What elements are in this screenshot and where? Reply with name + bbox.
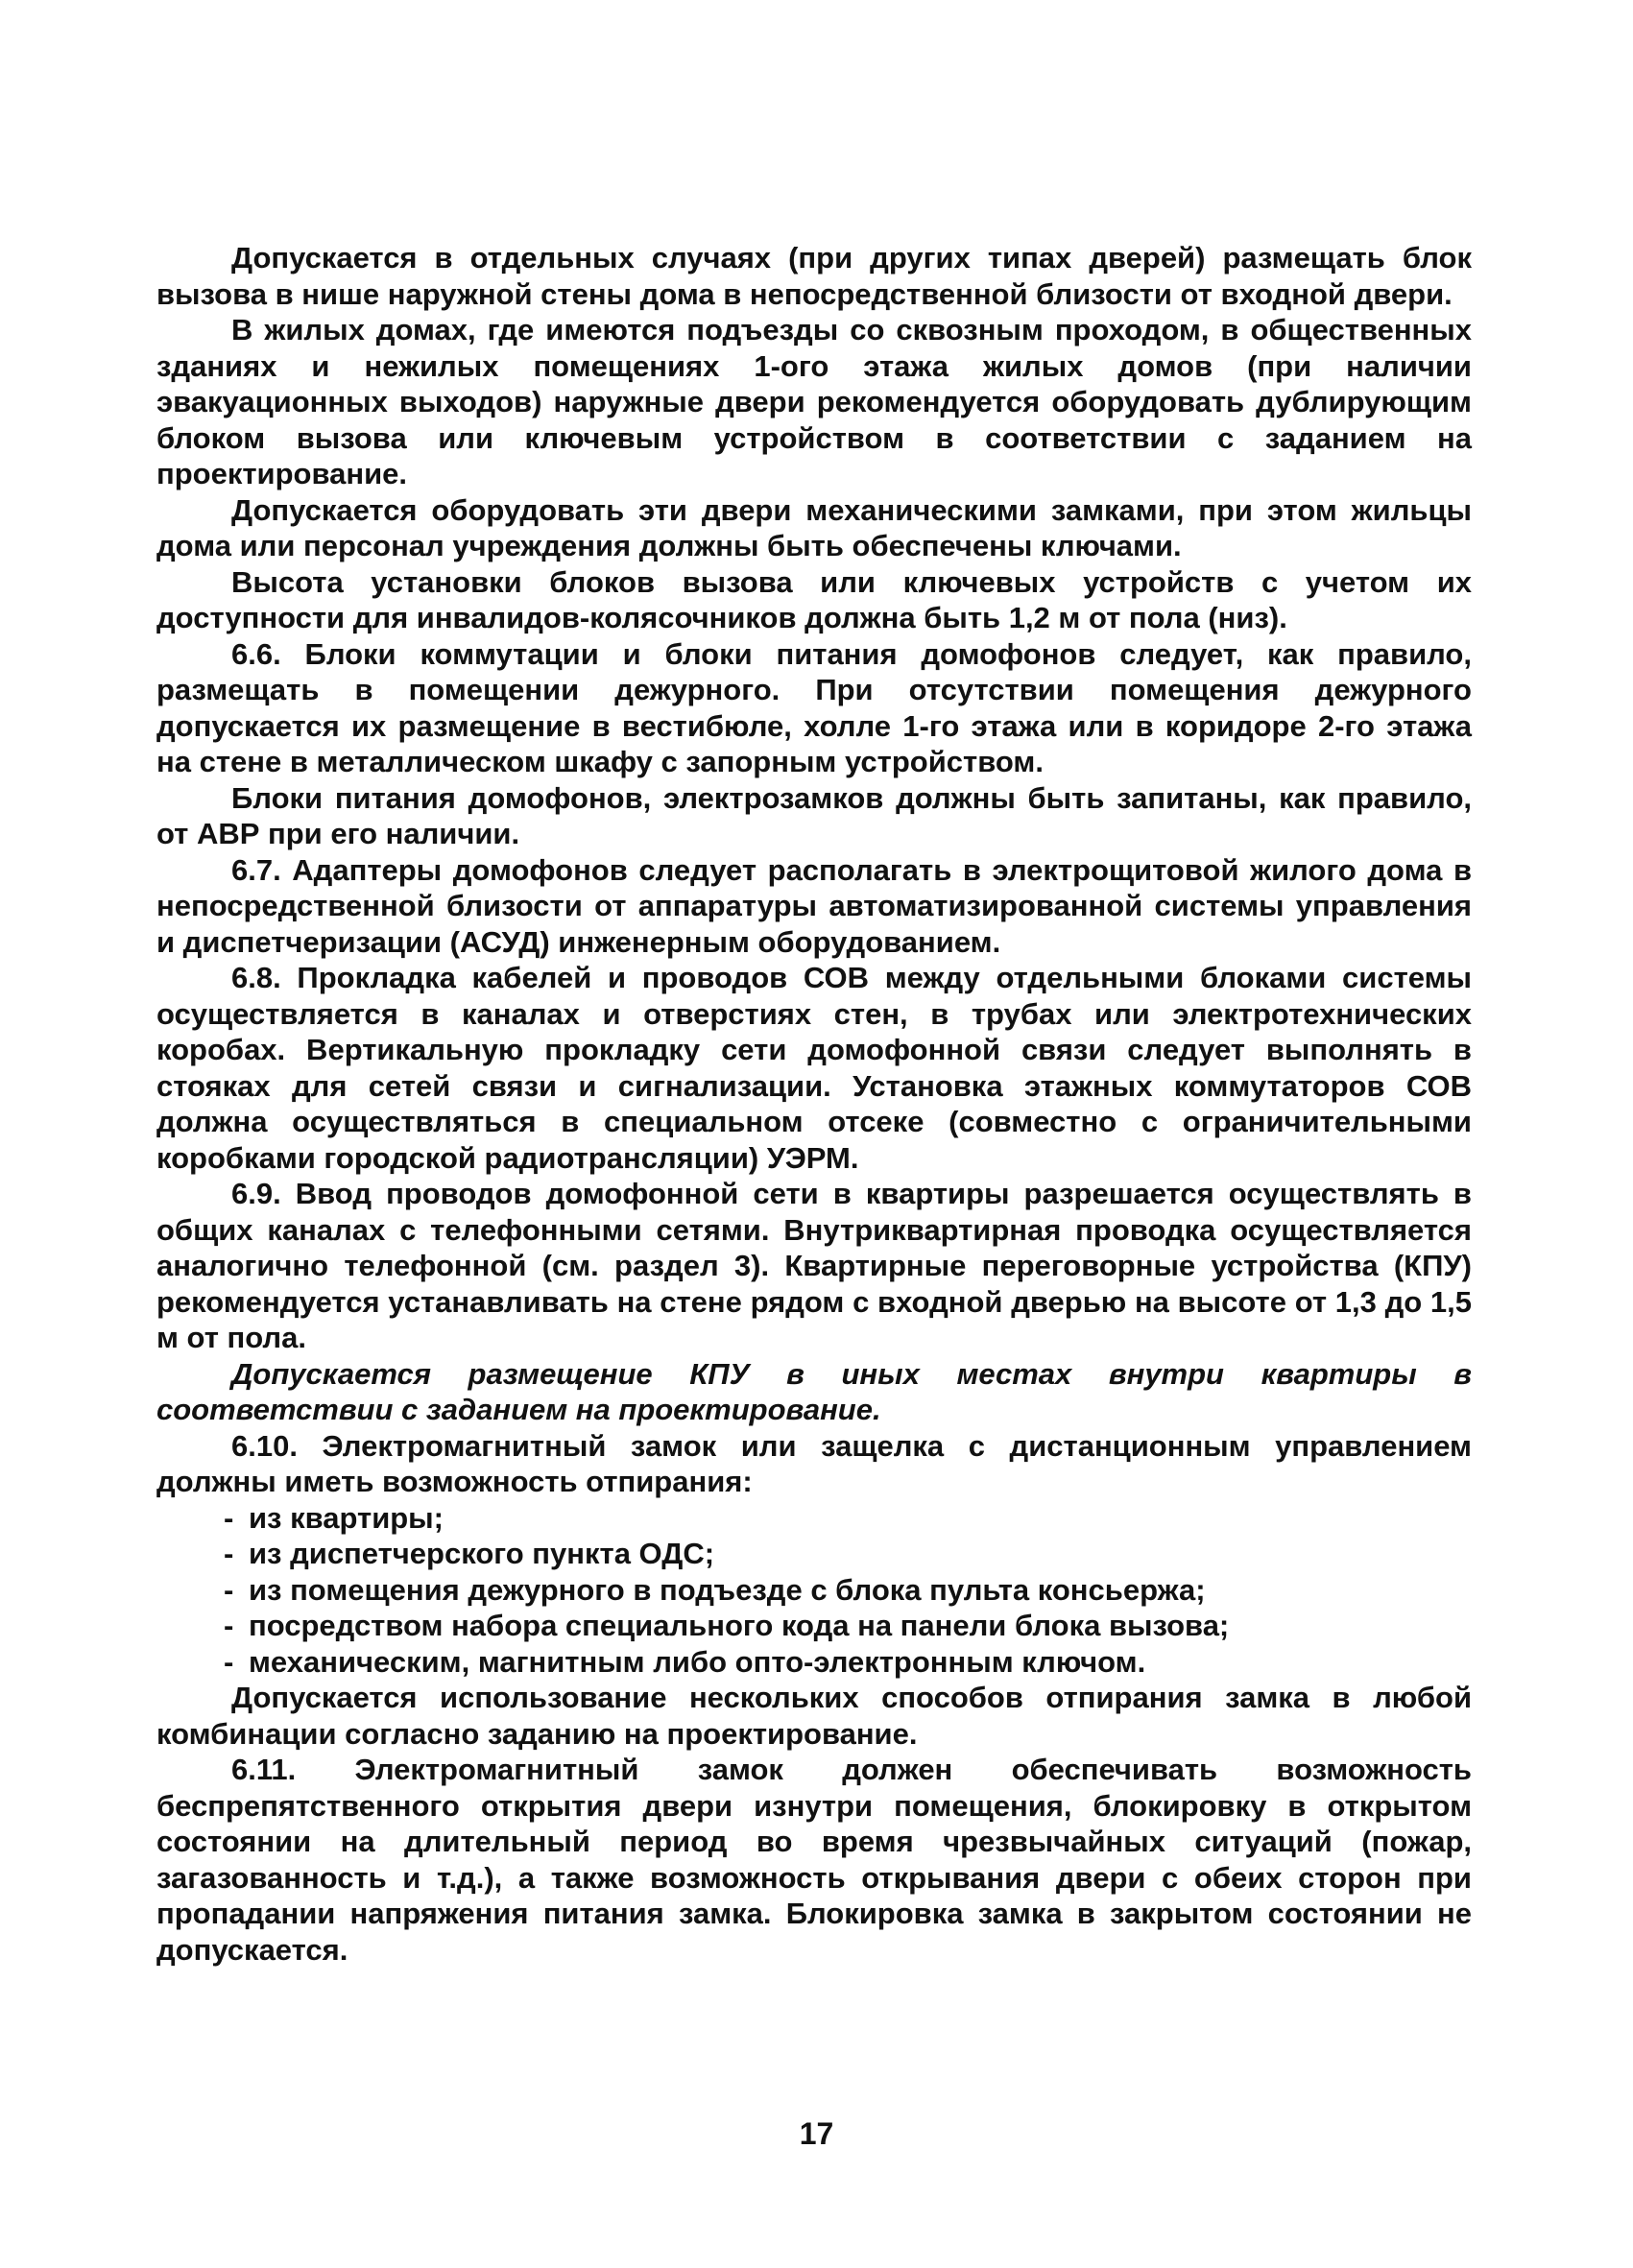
paragraph-power-units: Блоки питания домофонов, электрозамков должны быть запитаны, как правило, от АВР при его наличии. <box>156 780 1472 850</box>
paragraph-6-9: 6.9. Ввод проводов домофонной сети в квартиры разрешается осуществлять в общих каналах с телефонными сетями. Внутриквартирная проводка осуществляется аналогично телефонной (см. раздел 3). Квартирные переговорные устройства (КПУ) рекомендуется устанавливать на стене рядом с входной дверью на высоте от 1,3 до 1,5 м от пола. <box>156 1177 1472 1354</box>
list-item: - посредством набора специального кода на панели блока вызова; <box>224 1609 1230 1642</box>
paragraph-6-10: 6.10. Электромагнитный замок или защелка с дистанционным управлением должны иметь возможность отпирания: <box>156 1428 1472 1498</box>
paragraph-6-11: 6.11. Электромагнитный замок должен обеспечивать возможность беспрепятственного открытия двери изнутри помещения, блокировку в открытом состоянии на длительный период во время чрезвычайных ситуаций (пожар, загазованность и т.д.), а также возможность открывания двери с обеих сторон при пропадании напряжения питания замка. Блокировка замка в закрытом состоянии не допускается. <box>156 1753 1472 1967</box>
document-body <box>156 240 1472 1968</box>
paragraph-mechanical-locks: Допускается оборудовать эти двери механическими замками, при этом жильцы дома или персонал учреждения должны быть обеспечены ключами. <box>156 492 1472 562</box>
list-item-text: механическим, магнитным либо опто-электронным ключом. <box>249 1644 1146 1679</box>
paragraph-combined-methods: Допускается использование нескольких способов отпирания замка в любой комбинации согласно заданию на проектирование. <box>156 1681 1472 1751</box>
paragraph-door-niche: Допускается в отдельных случаях (при других типах дверей) размещать блок вызова в нише наружной стены дома в непосредственной близости от входной двери. <box>156 241 1472 311</box>
paragraph-kpu-placement: Допускается размещение КПУ в иных местах внутри квартиры в соответствии с заданием на проектирование. <box>156 1356 1472 1426</box>
page-number: 17 <box>799 2116 834 2151</box>
paragraph-6-6: 6.6. Блоки коммутации и блоки питания домофонов следует, как правило, размещать в помещении дежурного. При отсутствии помещения дежурного допускается их размещение в вестибюле, холле 1-го этажа или в коридоре 2-го этажа на стене в металлическом шкафу с запорным устройством. <box>156 636 1472 778</box>
list-item: - механическим, магнитным либо опто-электронным ключом. <box>224 1644 1146 1679</box>
list-item-text: из диспетчерского пункта ОДС; <box>249 1537 715 1570</box>
list-item-text: из помещения дежурного в подъезде с блока пульта консьержа; <box>249 1572 1206 1607</box>
paragraph-duplicate-call-unit: В жилых домах, где имеются подъезды со сквозным проходом, в общественных зданиях и нежилых помещениях 1-ого этажа жилых домов (при наличии эвакуационных выходов) наружные двери рекомендуется оборудовать дублирующим блоком вызова или ключевым устройством в соответствии с заданием на проектирование. <box>156 313 1472 490</box>
list-item-text: посредством набора специального кода на панели блока вызова; <box>249 1609 1230 1642</box>
paragraph-6-8: 6.8. Прокладка кабелей и проводов СОВ между отдельными блоками системы осуществляется в каналах и отверстиях стен, в трубах или электротехнических коробах. Вертикальную прокладку сети домофонной связи следует выполнять в стояках для сетей связи и сигнализации. Установка этажных коммутаторов СОВ должна осуществляться в специальном отсеке (совместно с ограничительными коробками городской радиотрансляции) УЭРМ. <box>156 961 1472 1175</box>
list-item: - из помещения дежурного в подъезде с блока пульта консьержа; <box>224 1572 1206 1607</box>
paragraph-6-7: 6.7. Адаптеры домофонов следует располагать в электрощитовой жилого дома в непосредственной близости от аппаратуры автоматизированной системы управления и диспетчеризации (АСУД) инженерным оборудованием. <box>156 852 1472 959</box>
list-item-text: из квартиры; <box>249 1500 444 1535</box>
unlock-methods-list <box>156 1500 1472 1681</box>
list-item: - из диспетчерского пункта ОДС; <box>224 1537 715 1570</box>
list-item: - из квартиры; <box>224 1500 444 1535</box>
paragraph-mount-height: Высота установки блоков вызова или ключевых устройств с учетом их доступности для инвалидов-колясочников должна быть 1,2 м от пола (низ). <box>156 564 1472 634</box>
